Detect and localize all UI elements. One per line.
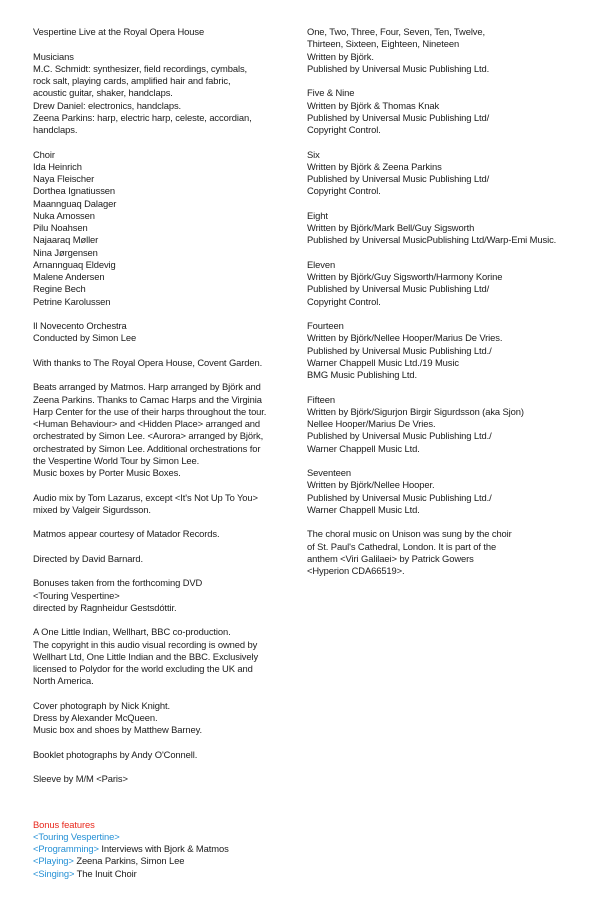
- left-column: [33, 26, 298, 880]
- text-line: Published by Universal Music Publishing Ltd./: [307, 430, 492, 442]
- paragraph: [33, 700, 298, 737]
- text-line: Copyright Control.: [307, 295, 381, 307]
- text-line: Conducted by Simon Lee: [33, 332, 137, 344]
- text-line: <Touring Vespertine>: [33, 589, 120, 601]
- text-line: Ida Heinrich: [33, 160, 82, 172]
- text-line: Eight: [307, 209, 328, 221]
- text-line: The copyright in this audio visual recording is owned by: [33, 638, 258, 650]
- paragraph: [33, 381, 298, 479]
- paragraph: [307, 467, 587, 516]
- text-line: Written by Björk/Guy Sigsworth/Harmony Korine: [307, 271, 503, 282]
- text-line: Five & Nine: [307, 87, 355, 99]
- text-line: Nuka Amossen: [33, 209, 95, 221]
- paragraph: [307, 259, 587, 308]
- text-line: Published by Universal Music Publishing Ltd./: [307, 344, 492, 356]
- text-line: Fifteen: [307, 393, 335, 405]
- text-line: Published by Universal Music Publishing Ltd./: [307, 491, 492, 503]
- paragraph: [33, 51, 298, 137]
- bonus-feature-tag: <Touring Vespertine>: [33, 830, 120, 842]
- text-line: Written by Björk & Thomas Knak: [307, 99, 440, 111]
- paragraph: [33, 149, 298, 308]
- text-line: Zeena Parkins: harp, electric harp, celeste, accordian,: [33, 111, 252, 123]
- paragraph: [307, 210, 587, 247]
- paragraph: [307, 149, 587, 198]
- text-line: Six: [307, 148, 320, 160]
- paragraph: [307, 320, 587, 381]
- bonus-feature-item: [33, 868, 298, 880]
- text-line: rock salt, playing cards, amplified hair and fabric,: [33, 75, 231, 86]
- paragraph: [33, 577, 298, 614]
- text-line: Wellhart Ltd, One Little Indian and the BBC. Exclusively: [33, 650, 259, 662]
- text-line: Warner Chappell Music Ltd.: [307, 442, 420, 454]
- text-line: Copyright Control.: [307, 185, 381, 197]
- bonus-features-section: [33, 819, 298, 880]
- text-line: A One Little Indian, Wellhart, BBC co-production.: [33, 626, 231, 638]
- text-line: Drew Daniel: electronics, handclaps.: [33, 99, 182, 111]
- text-line: Choir: [33, 148, 55, 160]
- text-line: orchestrated by Simon Lee. <Aurora> arranged by Björk,: [33, 430, 264, 442]
- text-line: <Human Behaviour> and <Hidden Place> arranged and: [33, 418, 261, 429]
- text-line: Musicians: [33, 50, 74, 62]
- bonus-feature-item: [33, 831, 298, 843]
- text-line: orchestrated by Simon Lee. Additional orchestrations for: [33, 442, 261, 454]
- text-line: Arnannguaq Eldevig: [33, 258, 116, 270]
- text-line: Nellee Hooper/Marius De Vries.: [307, 418, 436, 429]
- bonus-feature-item: [33, 855, 298, 867]
- paragraph: [33, 553, 298, 565]
- paragraph: [33, 528, 298, 540]
- text-line: acoustic guitar, shaker, handclaps.: [33, 87, 173, 99]
- text-line: Written by Björk/Sigurjon Birgir Sigurdsson (aka Sjon): [307, 405, 524, 417]
- text-line: Written by Björk/Nellee Hooper/Marius De Vries.: [307, 332, 503, 344]
- text-line: Beats arranged by Matmos. Harp arranged by Björk and: [33, 381, 261, 393]
- paragraph: [307, 87, 587, 136]
- text-line: Seventeen: [307, 467, 351, 478]
- text-line: One, Two, Three, Four, Seven, Ten, Twelve,: [307, 26, 486, 37]
- bonus-feature-tag: <Playing>: [33, 855, 74, 867]
- text-line: handclaps.: [33, 124, 78, 135]
- text-line: Published by Universal Music Publishing Ltd/: [307, 283, 490, 295]
- text-line: Published by Universal Music Publishing Ltd.: [307, 62, 490, 74]
- text-line: Published by Universal Music Publishing Ltd/: [307, 111, 490, 123]
- text-line: Regine Bech: [33, 283, 86, 295]
- bonus-features-heading: Bonus features: [33, 818, 95, 830]
- text-line: Music boxes by Porter Music Boxes.: [33, 467, 181, 478]
- text-line: Sleeve by M/M <Paris>: [33, 773, 128, 785]
- text-line: Fourteen: [307, 320, 344, 331]
- text-line: Written by Björk/Nellee Hooper.: [307, 479, 435, 491]
- text-line: directed by Ragnheidur Gestsdóttir.: [33, 601, 177, 613]
- bonus-feature-text: Interviews with Bjork & Matmos: [98, 843, 229, 854]
- text-line: Audio mix by Tom Lazarus, except <It's Not Up To You>: [33, 491, 258, 503]
- text-line: <Hyperion CDA66519>.: [307, 565, 405, 576]
- text-line: anthem <Viri Galilaei> by Patrick Gowers: [307, 552, 474, 564]
- paragraph: [33, 773, 298, 785]
- text-line: licensed to Polydor for the world excluding the UK and: [33, 663, 253, 674]
- text-line: Zeena Parkins. Thanks to Camac Harps and the Virginia: [33, 393, 262, 405]
- text-line: Dorthea Ignatiussen: [33, 185, 116, 197]
- bonus-feature-item: [33, 843, 298, 855]
- text-line: M.C. Schmidt: synthesizer, field recordings, cymbals,: [33, 62, 248, 74]
- text-line: Dress by Alexander McQueen.: [33, 712, 158, 723]
- text-line: Matmos appear courtesy of Matador Records.: [33, 528, 220, 540]
- paragraph: [307, 394, 587, 455]
- bonus-feature-text: Zeena Parkins, Simon Lee: [73, 855, 185, 867]
- text-line: Written by Björk/Mark Bell/Guy Sigsworth: [307, 222, 475, 233]
- text-line: mixed by Valgeir Sigurdsson.: [33, 503, 151, 515]
- text-line: Warner Chappell Music Ltd./19 Music: [307, 356, 459, 368]
- text-line: Music box and shoes by Matthew Barney.: [33, 724, 203, 736]
- paragraph: [33, 749, 298, 761]
- text-line: Najaaraq Møller: [33, 234, 99, 246]
- text-line: Bonuses taken from the forthcoming DVD: [33, 577, 203, 589]
- bonus-feature-tag: <Programming>: [33, 843, 99, 854]
- text-line: of St. Paul's Cathedral, London. It is part of the: [307, 540, 497, 552]
- text-line: Maannguaq Dalager: [33, 197, 117, 209]
- text-line: Booklet photographs by Andy O'Connell.: [33, 748, 198, 760]
- paragraph: [33, 492, 298, 517]
- paragraph: [33, 26, 298, 38]
- page-title: Vespertine Live at the Royal Opera House: [33, 26, 205, 37]
- bonus-feature-tag: <Singing>: [33, 867, 75, 879]
- text-line: Petrine Karolussen: [33, 295, 111, 307]
- text-line: Copyright Control.: [307, 124, 381, 135]
- text-line: Harp Center for the use of their harps throughout the tour.: [33, 405, 267, 417]
- text-line: Il Novecento Orchestra: [33, 320, 127, 331]
- paragraph: [307, 528, 587, 577]
- text-line: With thanks to The Royal Opera House, Covent Garden.: [33, 356, 263, 368]
- text-line: Warner Chappell Music Ltd.: [307, 503, 420, 515]
- text-line: The choral music on Unison was sung by the choir: [307, 528, 512, 540]
- text-line: Written by Björk & Zeena Parkins: [307, 160, 442, 172]
- text-line: Written by Björk.: [307, 50, 374, 62]
- bonus-feature-text: The Inuit Choir: [74, 867, 137, 879]
- right-column: [307, 26, 587, 577]
- text-line: Published by Universal Music Publishing Ltd/: [307, 173, 490, 184]
- text-line: North America.: [33, 675, 94, 687]
- paragraph: [307, 26, 587, 75]
- text-line: the Vespertine World Tour by Simon Lee.: [33, 454, 200, 466]
- text-line: Nina Jørgensen: [33, 246, 98, 258]
- paragraph: [33, 626, 298, 687]
- text-line: Eleven: [307, 258, 336, 270]
- text-line: Published by Universal MusicPublishing Ltd/Warp-Emi Music.: [307, 234, 557, 246]
- text-line: Malene Andersen: [33, 271, 105, 282]
- paragraph: [33, 320, 298, 345]
- text-line: BMG Music Publishing Ltd.: [307, 369, 418, 380]
- paragraph: [33, 357, 298, 369]
- text-line: Thirteen, Sixteen, Eighteen, Nineteen: [307, 38, 460, 50]
- text-line: Directed by David Barnard.: [33, 552, 143, 564]
- text-line: Pilu Noahsen: [33, 222, 88, 233]
- text-line: Naya Fleischer: [33, 173, 95, 184]
- text-line: Cover photograph by Nick Knight.: [33, 699, 170, 711]
